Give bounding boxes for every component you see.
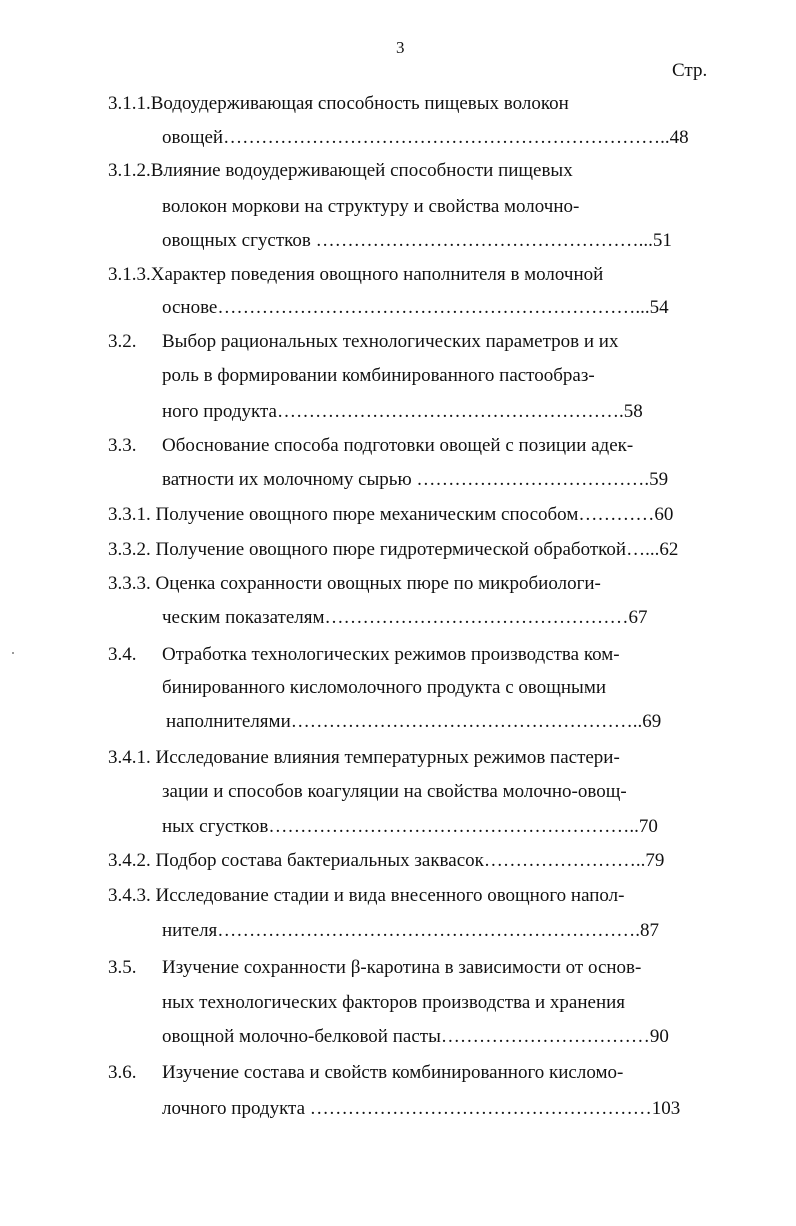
toc-line: роль в формировании комбинированного пастообраз- <box>162 365 595 386</box>
toc-line: овощной молочно-белковой пасты……………………………90 <box>162 1026 669 1047</box>
toc-line: ных технологических факторов производства и хранения <box>162 992 626 1013</box>
toc-line: 3.3.2. Получение овощного пюре гидротермической обработкой…...62 <box>108 539 679 560</box>
toc-line: овощей……………………………………………………………..48 <box>162 127 689 148</box>
toc-section-number: 3.5. <box>108 957 137 978</box>
toc-line: 3.1.2.Влияние водоудерживающей способности пищевых <box>108 160 573 181</box>
toc-section-number: 3.4. <box>108 644 137 665</box>
toc-line: ческим показателям…………………………………………67 <box>162 607 648 628</box>
toc-line: Изучение сохранности β-каротина в зависимости от основ- <box>162 957 642 978</box>
margin-mark <box>12 652 14 654</box>
toc-line: Выбор рациональных технологических параметров и их <box>162 331 619 352</box>
toc-line: ватности их молочному сырью ……………………………….59 <box>162 469 669 490</box>
toc-section-number: 3.6. <box>108 1062 137 1083</box>
toc-line: Обоснование способа подготовки овощей с позиции адек- <box>162 435 634 456</box>
toc-line: 3.1.1.Водоудерживающая способность пищевых волокон <box>108 93 569 114</box>
toc-section-number: 3.2. <box>108 331 137 352</box>
toc-line: основе…………………………………………………………...54 <box>162 297 669 318</box>
toc-line: 3.3.1. Получение овощного пюре механическим способом…………60 <box>108 504 674 525</box>
toc-line: 3.3.3. Оценка сохранности овощных пюре по микробиологи- <box>108 573 601 594</box>
toc-line: 3.4.1. Исследование влияния температурных режимов пастери- <box>108 747 620 768</box>
toc-line: зации и способов коагуляции на свойства молочно-овощ- <box>162 781 627 802</box>
toc-line: Отработка технологических режимов производства ком- <box>162 644 620 665</box>
toc-line: 3.4.2. Подбор состава бактериальных заквасок……………………..79 <box>108 850 665 871</box>
toc-line: бинированного кисломолочного продукта с овощными <box>162 677 607 698</box>
toc-line: овощных сгустков ……………………………………………...51 <box>162 230 672 251</box>
toc-line: 3.1.3.Характер поведения овощного наполнителя в молочной <box>108 264 604 285</box>
page-column-header: Стр. <box>672 60 708 81</box>
toc-line: ных сгустков…………………………………………………..70 <box>162 816 658 837</box>
toc-line: ного продукта……………………………………………….58 <box>162 401 643 422</box>
toc-line: нителя………………………………………………………….87 <box>162 920 660 941</box>
toc-line: лочного продукта ………………………………………………103 <box>162 1098 681 1119</box>
toc-line: волокон моркови на структуру и свойства молочно- <box>162 196 580 217</box>
toc-line: 3.4.3. Исследование стадии и вида внесенного овощного напол- <box>108 885 625 906</box>
toc-section-number: 3.3. <box>108 435 137 456</box>
toc-line: наполнителями………………………………………………..69 <box>166 711 662 732</box>
page-number: 3 <box>396 38 405 57</box>
toc-line: Изучение состава и свойств комбинированного кисломо- <box>162 1062 624 1083</box>
